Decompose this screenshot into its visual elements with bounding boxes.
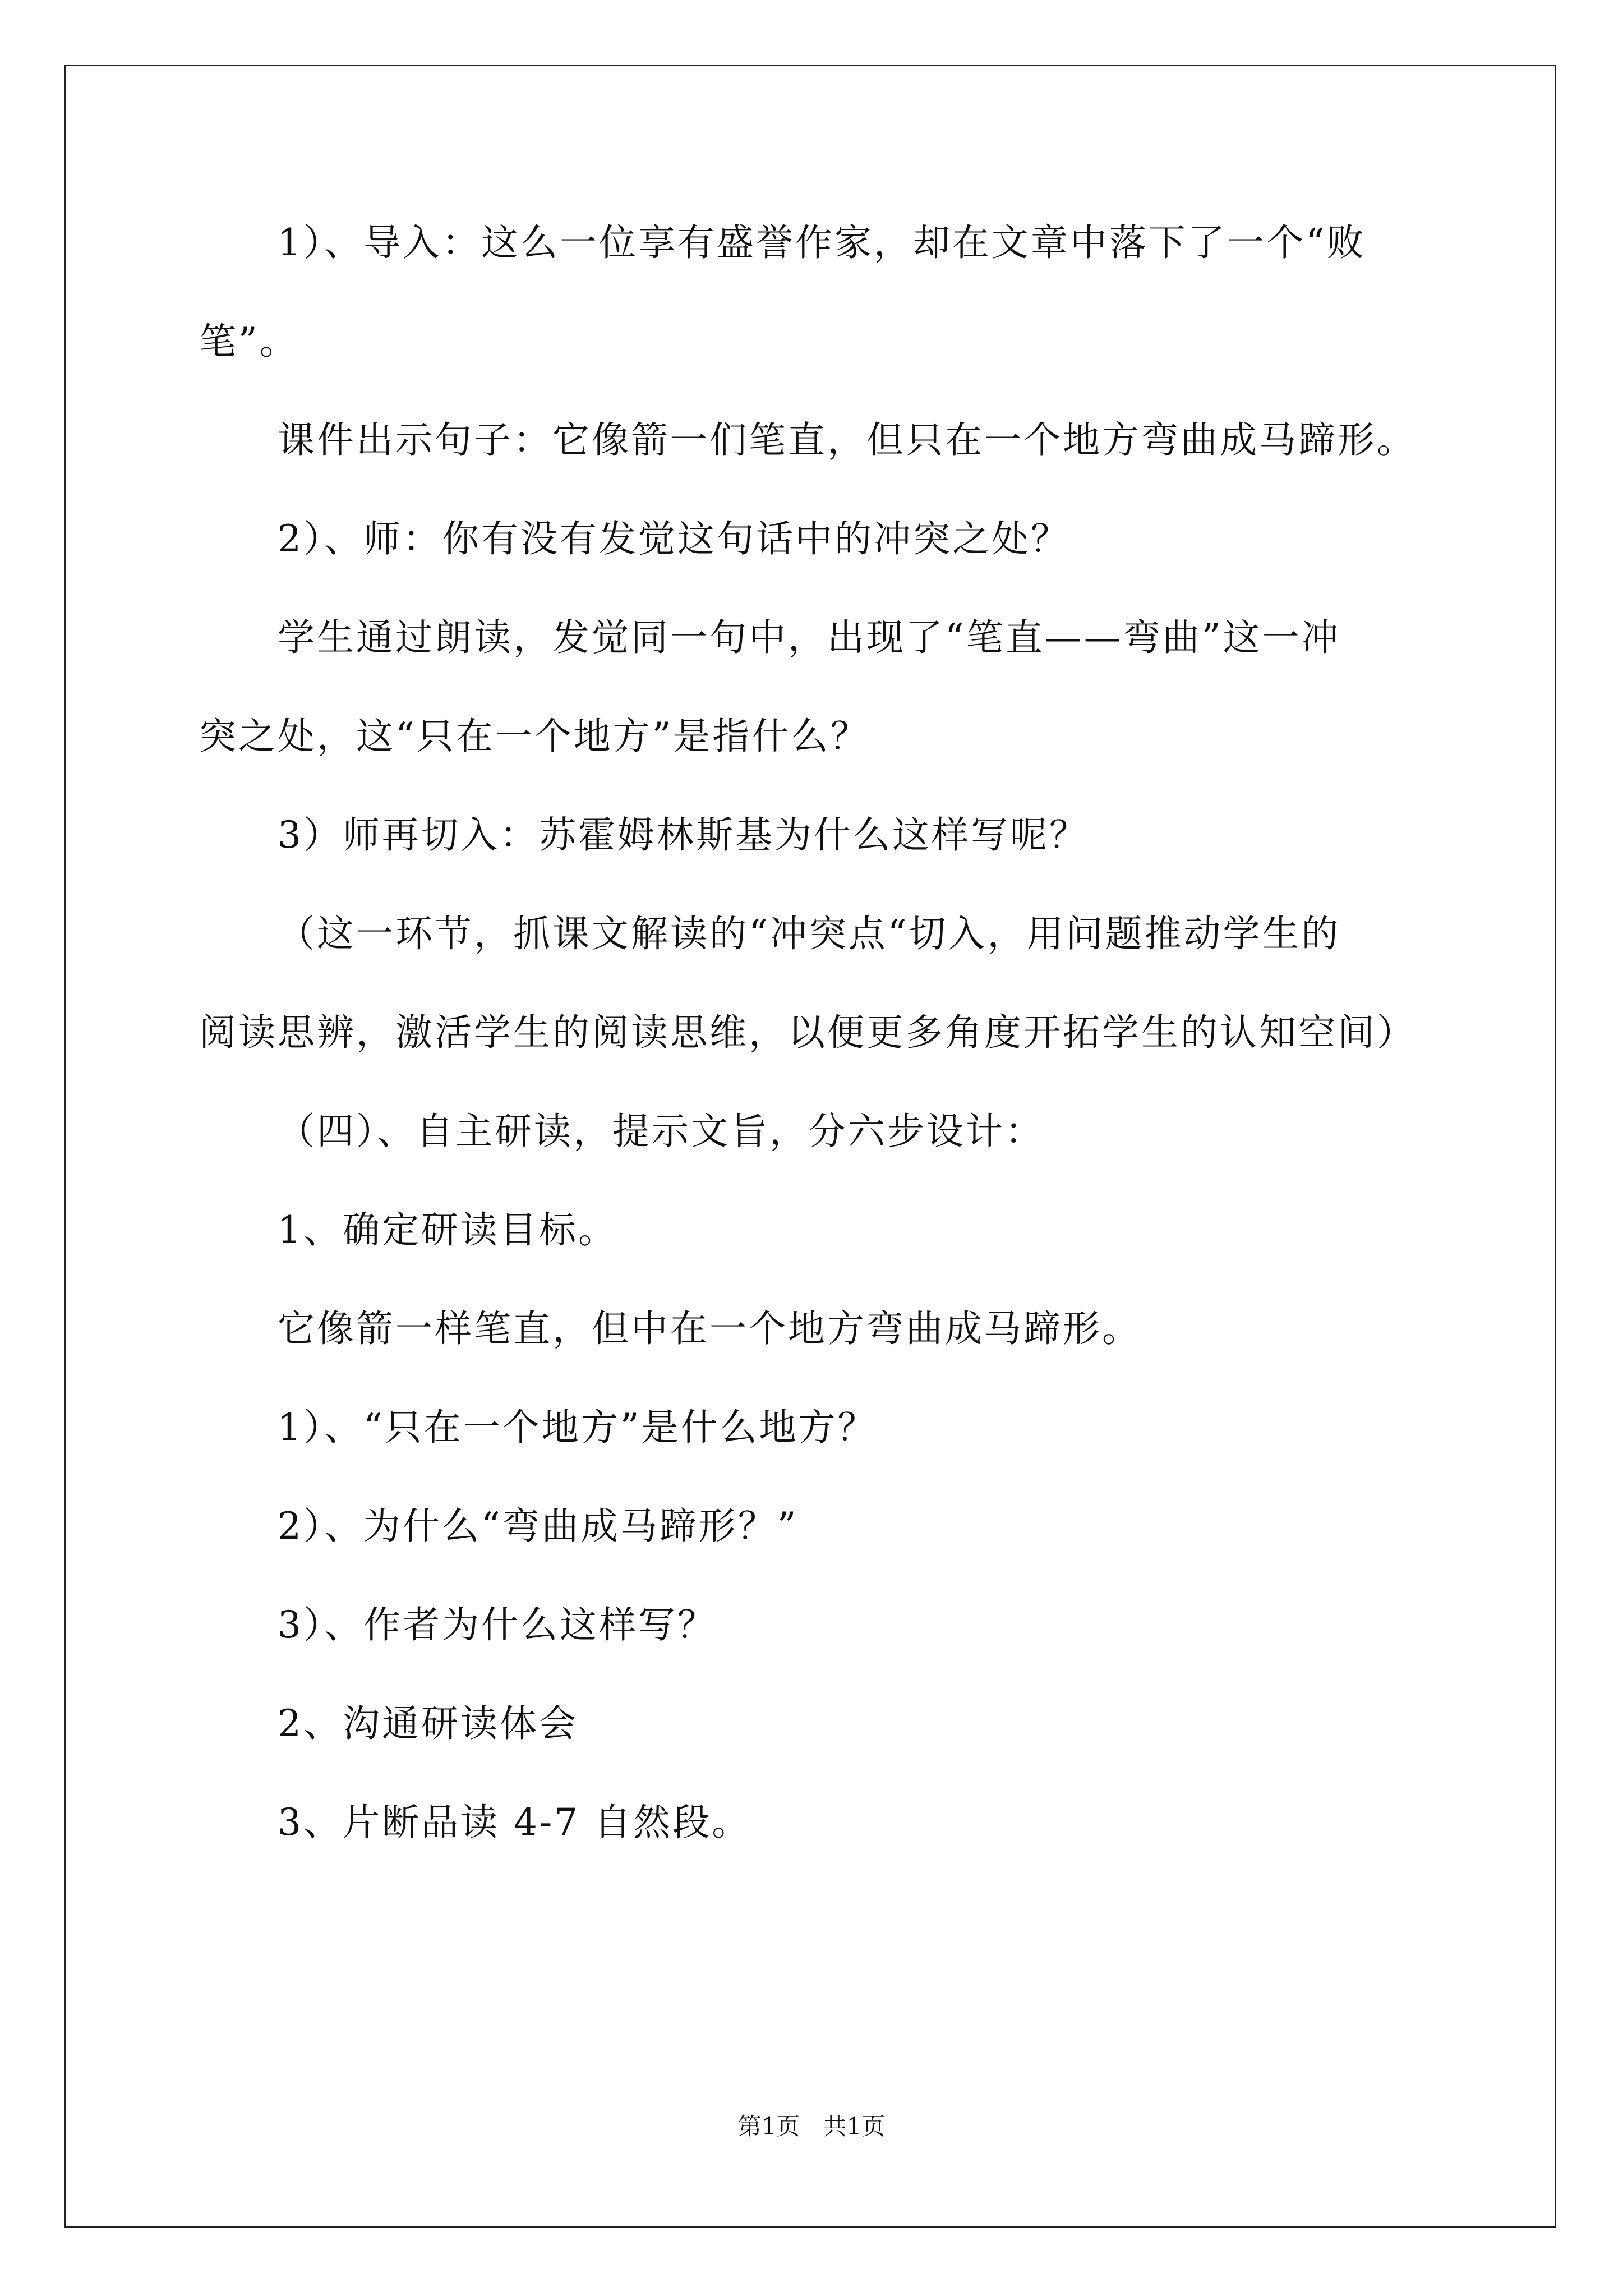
paragraph-line: 3）师再切入：苏霍姆林斯基为什么这样写呢？ xyxy=(278,813,1089,857)
paragraph-line: 2、沟通研读体会 xyxy=(278,1702,578,1745)
page-number: 第1页 xyxy=(737,2113,800,2140)
paragraph-line: 1）、“只在一个地方”是什么地方？ xyxy=(278,1406,877,1449)
paragraph-line: 笔”。 xyxy=(199,320,299,363)
page-footer xyxy=(0,2108,1623,2142)
page-total: 共1页 xyxy=(823,2113,886,2140)
paragraph-line: 3）、作者为什么这样写？ xyxy=(278,1603,717,1646)
paragraph-line: 突之处，这“只在一个地方”是指什么？ xyxy=(199,715,870,758)
paragraph-line: 1）、导入：这么一位享有盛誉作家，却在文章中落下了一个“败 xyxy=(278,221,1366,264)
paragraph-line: 课件出示句子：它像箭一们笔直，但只在一个地方弯曲成马蹄形。 xyxy=(278,418,1416,462)
paragraph-line: 它像箭一样笔直，但中在一个地方弯曲成马蹄形。 xyxy=(278,1307,1141,1350)
paragraph-line: 阅读思辨，激活学生的阅读思维，以便更多角度开拓学生的认知空间） xyxy=(199,1011,1416,1054)
paragraph-line: 2）、师：你有没有发觉这句话中的冲突之处？ xyxy=(278,517,1070,560)
paragraph-line: 2）、为什么“弯曲成马蹄形？” xyxy=(278,1504,799,1548)
paragraph-line: 学生通过朗读，发觉同一句中，出现了“笔直——弯曲”这一冲 xyxy=(278,616,1341,659)
paragraph-line: 3、片断品读 4-7 自然段。 xyxy=(278,1801,751,1844)
paragraph-line: 1、确定研读目标。 xyxy=(278,1208,617,1251)
document-body xyxy=(199,194,1433,1872)
paragraph-line: （四）、自主研读，提示文旨，分六步设计： xyxy=(278,1110,1044,1153)
paragraph-line: （这一环节，抓课文解读的“冲突点“切入，用问题推动学生的 xyxy=(278,912,1341,955)
